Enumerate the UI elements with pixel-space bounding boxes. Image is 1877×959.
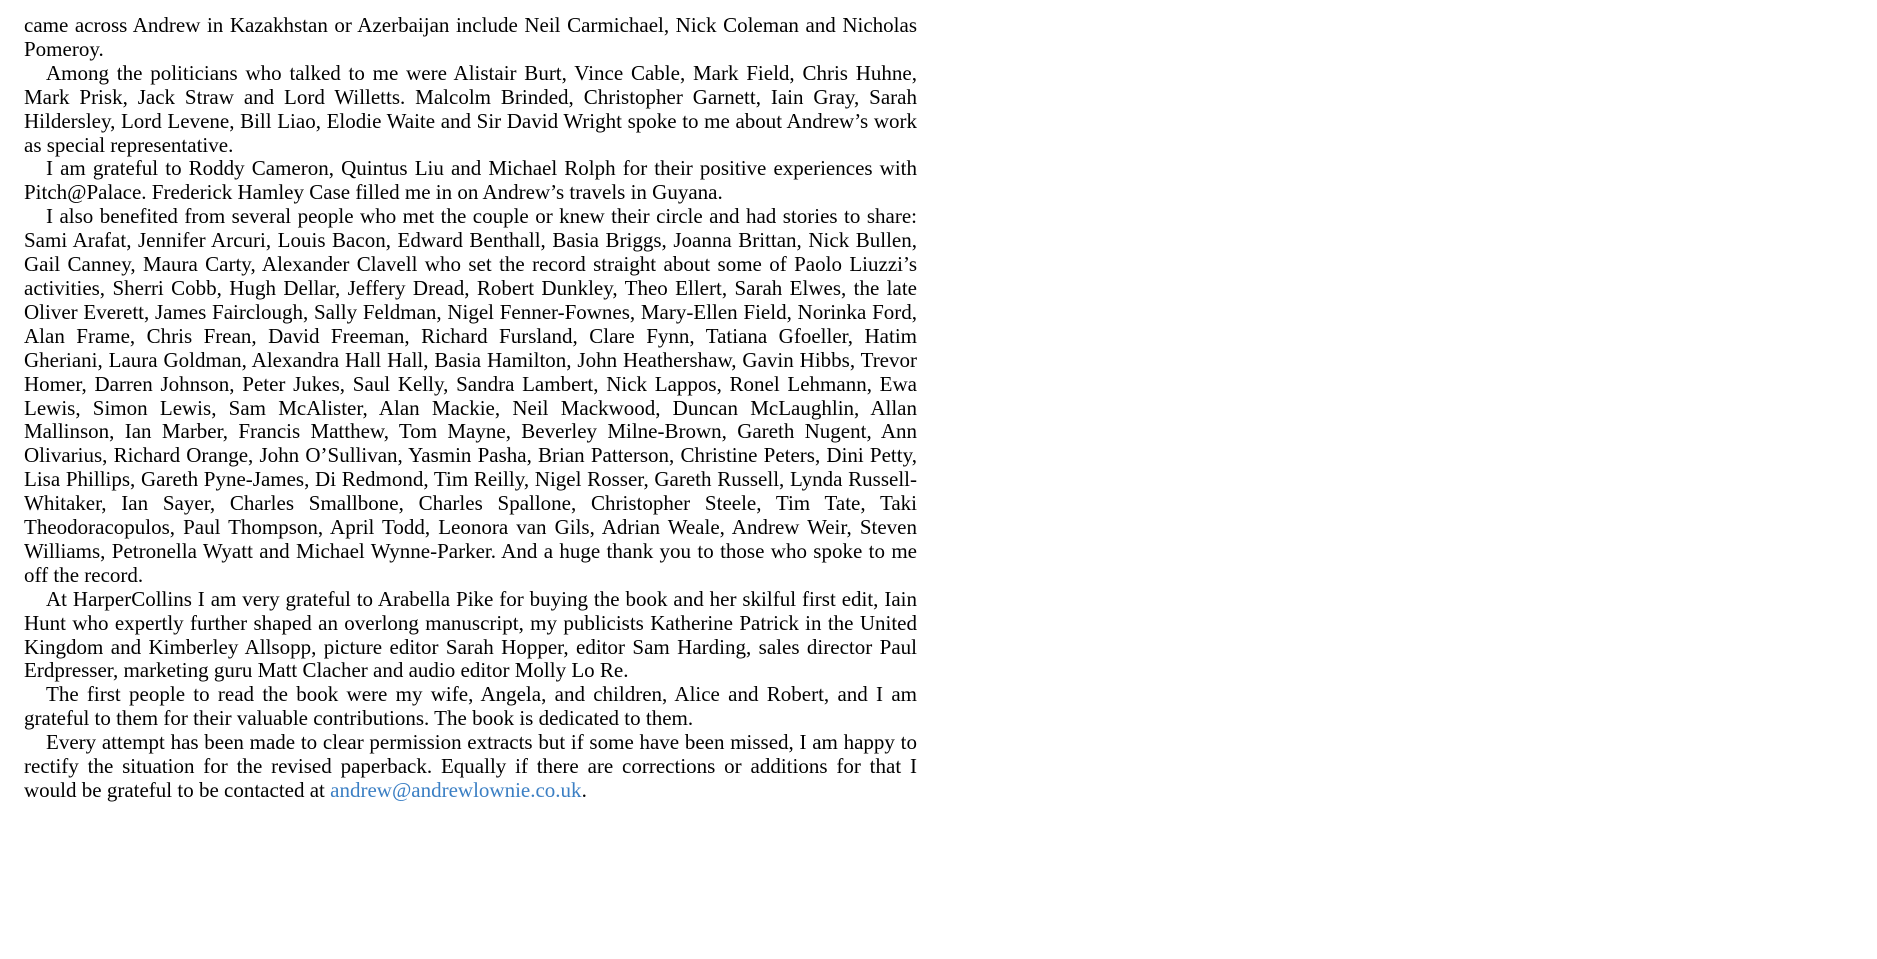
document-page: [24, 14, 917, 803]
paragraph-family: The first people to read the book were my wife, Angela, and children, Alice and Robert, and I am grateful to them for their valuable contributions. The book is dedicated to them.: [24, 682, 917, 731]
email-link[interactable]: andrew@andrewlownie.co.uk: [330, 778, 582, 802]
permissions-end-text: .: [581, 778, 587, 802]
paragraph-permissions: [24, 731, 917, 803]
paragraph-harpercollins: At HarperCollins I am very grateful to Arabella Pike for buying the book and her skilful first edit, Iain Hunt who expertly further shaped an overlong manuscript, my publicists Katherine Patrick in the United Kingdom and Kimberley Allsopp, picture editor Sarah Hopper, editor Sam Harding, sales director Paul Erdpresser, marketing guru Matt Clacher and audio editor Molly Lo Re.: [24, 586, 917, 683]
paragraph-continued: came across Andrew in Kazakhstan or Azerbaijan include Neil Carmichael, Nick Coleman and Nicholas Pomeroy.: [24, 13, 917, 61]
permissions-text: Every attempt has been made to clear permission extracts but if some have been missed, I am happy to rectify the situation for the revised paperback. Equally if there are corrections or additions for that I would be grateful to be contacted at: [24, 730, 917, 802]
paragraph-acknowledged-people: I also benefited from several people who met the couple or knew their circle and had stories to share: Sami Arafat, Jennifer Arcuri, Louis Bacon, Edward Benthall, Basia Briggs, Joanna Brittan, Nick Bullen, Gail Canney, Maura Carty, Alexander Clavell who set the record straight about some of Paolo Liuzzi’s activities, Sherri Cobb, Hugh Dellar, Jeffery Dread, Robert Dunkley, Theo Ellert, Sarah Elwes, the late Oliver Everett, James Fairclough, Sally Feldman, Nigel Fenner-Fownes, Mary-Ellen Field, Norinka Ford, Alan Frame, Chris Frean, David Freeman, Richard Fursland, Clare Fynn, Tatiana Gfoeller, Hatim Gheriani, Laura Goldman, Alexandra Hall Hall, Basia Hamilton, John Heathershaw, Gavin Hibbs, Trevor Homer, Darren Johnson, Peter Jukes, Saul Kelly, Sandra Lambert, Nick Lappos, Ronel Lehmann, Ewa Lewis, Simon Lewis, Sam McAlister, Alan Mackie, Neil Mackwood, Duncan McLaughlin, Allan Mallinson, Ian Marber, Francis Matthew, Tom Mayne, Beverley Milne-Brown, Gareth Nugent, Ann Olivarius, Richard Orange, John O’Sullivan, Yasmin Pasha, Brian Patterson, Christine Peters, Dini Petty, Lisa Phillips, Gareth Pyne-James, Di Redmond, Tim Reilly, Nigel Rosser, Gareth Russell, Lynda Russell-Whitaker, Ian Sayer, Charles Smallbone, Charles Spallone, Christopher Steele, Tim Tate, Taki Theodoracopulos, Paul Thompson, April Todd, Leonora van Gils, Adrian Weale, Andrew Weir, Steven Williams, Petronella Wyatt and Michael Wynne-Parker. And a huge thank you to those who spoke to me off the record.: [24, 204, 917, 587]
paragraph-politicians: Among the politicians who talked to me were Alistair Burt, Vince Cable, Mark Field, Chris Huhne, Mark Prisk, Jack Straw and Lord Willetts. Malcolm Brinded, Christopher Garnett, Iain Gray, Sarah Hildersley, Lord Levene, Bill Liao, Elodie Waite and Sir David Wright spoke to me about Andrew’s work as special representative.: [24, 60, 917, 157]
paragraph-pitch-at-palace: I am grateful to Roddy Cameron, Quintus Liu and Michael Rolph for their positive experiences with Pitch@Palace. Frederick Hamley Case filled me in on Andrew’s travels in Guyana.: [24, 156, 917, 205]
